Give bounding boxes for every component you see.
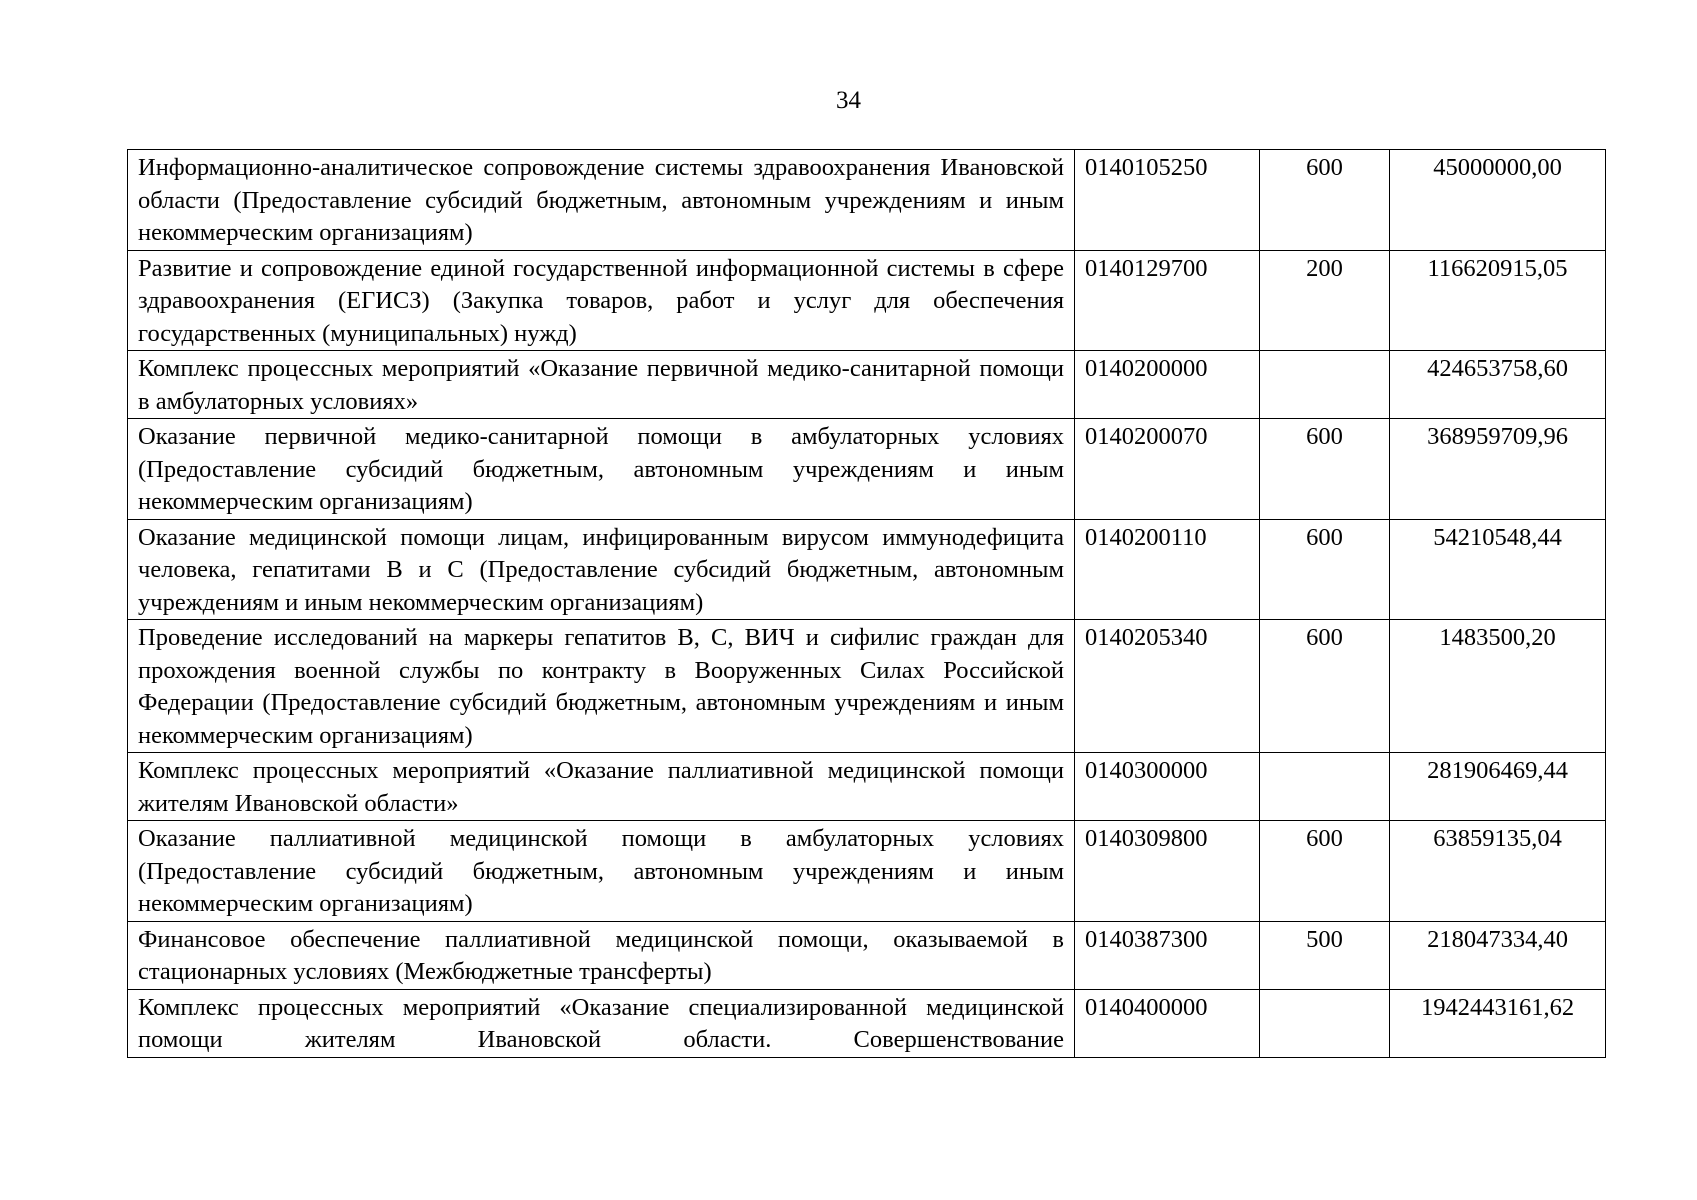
row-name-cell: Оказание паллиативной медицинской помощи в амбулаторных условиях (Предоставление субсидий бюджетным, автономным учреждениям и иным некоммерческим организациям) — [128, 821, 1075, 922]
row-name-cell: Развитие и сопровождение единой государственной информационной системы в сфере здравоохранения (ЕГИСЗ) (Закупка товаров, работ и услуг для обеспечения государственных (муниципальных) нужд) — [128, 250, 1075, 351]
row-sum-cell: 54210548,44 — [1390, 519, 1606, 620]
row-code-cell: 0140200000 — [1075, 351, 1260, 419]
row-code-cell: 0140105250 — [1075, 150, 1260, 251]
row-name-cell: Оказание первичной медико-санитарной помощи в амбулаторных условиях (Предоставление субсидий бюджетным, автономным учреждениям и иным некоммерческим организациям) — [128, 419, 1075, 520]
row-type-cell: 600 — [1260, 821, 1390, 922]
row-code-cell: 0140400000 — [1075, 989, 1260, 1057]
row-name-cell — [128, 989, 1075, 1057]
row-sum-cell: 281906469,44 — [1390, 753, 1606, 821]
table-row — [128, 989, 1606, 1057]
row-name-cell: Проведение исследований на маркеры гепатитов В, С, ВИЧ и сифилис граждан для прохождения военной службы по контракту в Вооруженных Силах Российской Федерации (Предоставление субсидий бюджетным, автономным учреждениям и иным некоммерческим организациям) — [128, 620, 1075, 753]
row-name-text: Комплекс процессных мероприятий «Оказание специализированной медицинской помощи жителям Ивановской области. Совершенствование — [138, 993, 1064, 1053]
table-row — [128, 921, 1606, 989]
row-sum-cell: 45000000,00 — [1390, 150, 1606, 251]
table-row — [128, 150, 1606, 251]
table-row — [128, 250, 1606, 351]
table-row — [128, 753, 1606, 821]
row-code-cell: 0140309800 — [1075, 821, 1260, 922]
budget-table — [127, 149, 1606, 1058]
row-sum-cell: 218047334,40 — [1390, 921, 1606, 989]
row-sum-cell: 368959709,96 — [1390, 419, 1606, 520]
table-row — [128, 620, 1606, 753]
row-name-cell: Оказание медицинской помощи лицам, инфицированным вирусом иммунодефицита человека, гепатитами В и С (Предоставление субсидий бюджетным, автономным учреждениям и иным некоммерческим организациям) — [128, 519, 1075, 620]
row-code-cell: 0140387300 — [1075, 921, 1260, 989]
table-row — [128, 821, 1606, 922]
row-code-cell: 0140200070 — [1075, 419, 1260, 520]
row-type-cell: 500 — [1260, 921, 1390, 989]
row-name-cell: Финансовое обеспечение паллиативной медицинской помощи, оказываемой в стационарных условиях (Межбюджетные трансферты) — [128, 921, 1075, 989]
row-type-cell: 600 — [1260, 620, 1390, 753]
row-name-cell: Комплекс процессных мероприятий «Оказание первичной медико-санитарной помощи в амбулаторных условиях» — [128, 351, 1075, 419]
row-type-cell: 600 — [1260, 150, 1390, 251]
row-name-cell: Комплекс процессных мероприятий «Оказание паллиативной медицинской помощи жителям Ивановской области» — [128, 753, 1075, 821]
row-sum-cell: 116620915,05 — [1390, 250, 1606, 351]
row-type-cell: 200 — [1260, 250, 1390, 351]
row-code-cell: 0140300000 — [1075, 753, 1260, 821]
row-type-cell — [1260, 989, 1390, 1057]
row-code-cell: 0140129700 — [1075, 250, 1260, 351]
row-code-cell: 0140200110 — [1075, 519, 1260, 620]
table-row — [128, 351, 1606, 419]
row-type-cell — [1260, 753, 1390, 821]
row-sum-cell: 1942443161,62 — [1390, 989, 1606, 1057]
row-type-cell: 600 — [1260, 419, 1390, 520]
row-type-cell — [1260, 351, 1390, 419]
table-row — [128, 519, 1606, 620]
page-number: 34 — [836, 87, 861, 114]
row-sum-cell: 424653758,60 — [1390, 351, 1606, 419]
row-sum-cell: 1483500,20 — [1390, 620, 1606, 753]
row-sum-cell: 63859135,04 — [1390, 821, 1606, 922]
table-row — [128, 419, 1606, 520]
row-name-cell: Информационно-аналитическое сопровождение системы здравоохранения Ивановской области (Предоставление субсидий бюджетным, автономным учреждениям и иным некоммерческим организациям) — [128, 150, 1075, 251]
row-type-cell: 600 — [1260, 519, 1390, 620]
row-code-cell: 0140205340 — [1075, 620, 1260, 753]
